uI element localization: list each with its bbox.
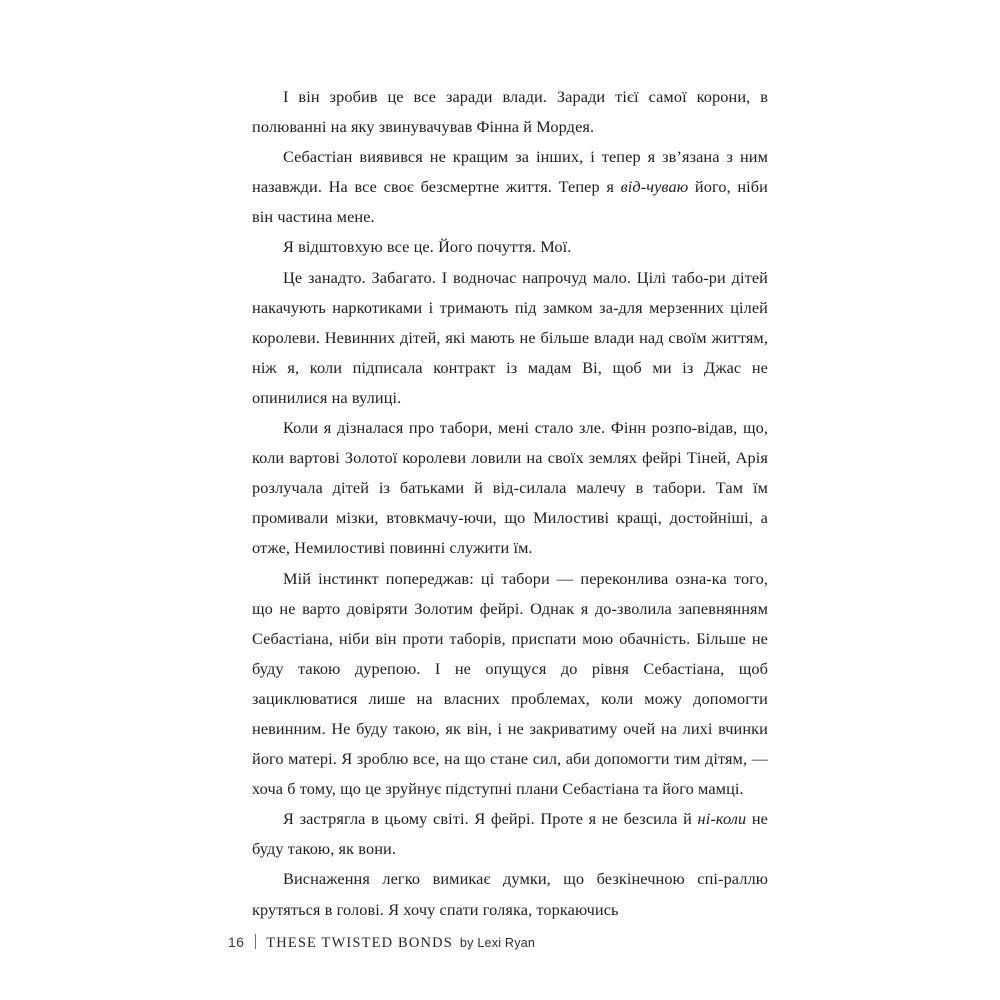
paragraph: Це занадто. Забагато. І водночас напрочуд мало. Цілі табо-ри дітей накачують наркотиками і тримають під замком за-для мерзенних цілей королеви. Невинних дітей, які мають не більше влади над своїм життям, ніж я, коли підписала контракт із мадам Ві, щоб ми із Джас не опинилися на вулиці.: [252, 267, 768, 407]
italic-phrase: ні-коли: [697, 809, 747, 829]
paragraph: Мій інстинкт попереджав: ці табори — переконлива озна-ка того, що не варто довіряти Золотим фейрі. Однак я до-зволила запевнянням Себастіана, ніби він проти таборів, приспати мою обачність. Більше не буду такою дурепою. І не опущуся до рівня Себастіана, щоб зациклюватися лише на власних проблемах, коли можу допомогти невинним. Не буду такою, як він, і не закриватиму очей на лихі вчинки його матері. Я зроблю все, на що стане сил, аби допомогти тим дітям, — хоча б тому, що це зруйнує підступні плани Себастіана та його мамці.: [252, 568, 768, 799]
running-author-name: Lexi Ryan: [477, 936, 536, 950]
paragraph: Себастіан виявився не кращим за інших, і тепер я зв’язана з ним назавжди. На все своє безсмертне життя. Тепер я від-чуваю його, ніби він частина мене.: [252, 147, 768, 227]
paragraph: Я застрягла в цьому світі. Я фейрі. Проте я не безсила й ні-коли не буду такою, як вони.: [252, 809, 768, 859]
paragraph: Виснаження легко вимикає думки, що безкінечною спі-раллю крутяться в голові. Я хочу спати голяка, торкаючись: [252, 869, 768, 919]
footer-divider: [255, 934, 256, 949]
paragraph: Коли я дізналася про табори, мені стало зле. Фінн розпо-відав, що, коли вартові Золотої королеви ловили на своїх землях фейрі Тіней, Арія розлучала дітей із батьками й від-силала малечу в табори. Там їм промивали мізки, втовкмачу-ючи, що Милостиві кращі, достойніші, а отже, Немилостиві повинні служити їм.: [252, 418, 768, 558]
paragraph: Я відштовхую все це. Його почуття. Мої.: [283, 237, 572, 257]
body-text-column: [252, 82, 768, 925]
running-author-prefix: by: [459, 936, 474, 950]
page-number: 16: [228, 934, 245, 950]
paragraph: І він зробив це все заради влади. Заради тієї самої корони, в полюванні на яку звинувачував Фінна й Мордея.: [252, 87, 768, 137]
italic-phrase: від-чуваю: [620, 177, 689, 197]
running-title: THESE TWISTED BONDS: [266, 935, 453, 951]
page-footer: [228, 932, 535, 952]
running-author: [460, 936, 535, 950]
